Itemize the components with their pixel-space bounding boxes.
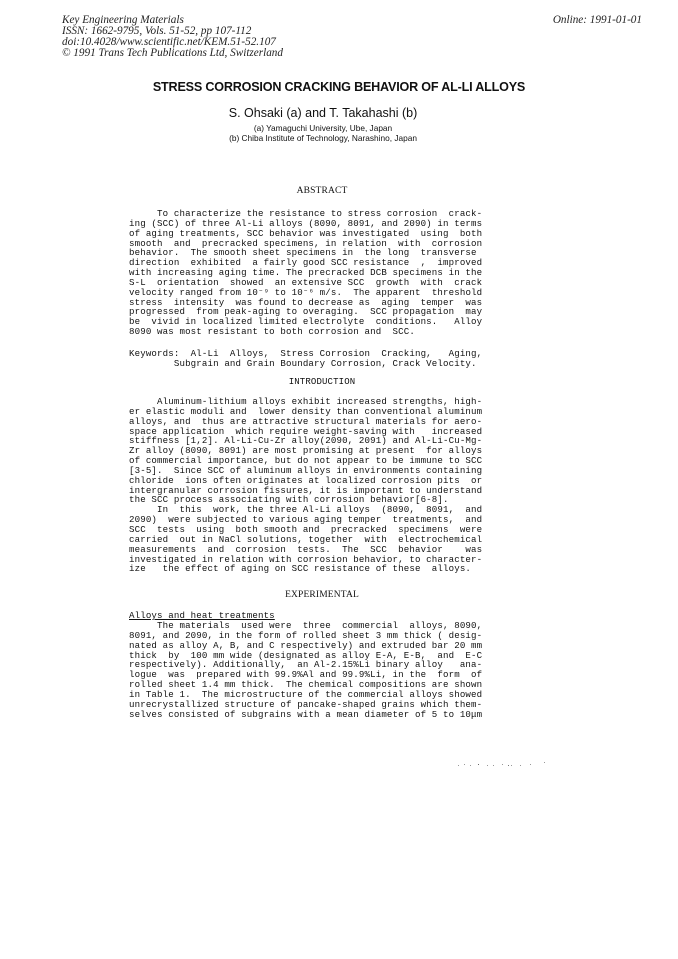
journal-name: Key Engineering Materials xyxy=(62,14,184,26)
text-line: Subgrain and Grain Boundary Corrosion, Crack Velocity. xyxy=(129,357,477,369)
text-line: 2090) were subjected to various aging temper treatments, and xyxy=(129,514,483,526)
introduction-heading: INTRODUCTION xyxy=(288,377,356,387)
text-line: respectively). Additionally, an Al-2.15%Li binary alloy ana- xyxy=(129,659,483,671)
introduction-body xyxy=(129,397,514,574)
abstract-heading: ABSTRACT xyxy=(296,186,348,196)
text-line: S-L orientation showed an extensive SCC growth with crack xyxy=(129,276,483,288)
alloys-subheading: Alloys and heat treatments xyxy=(129,610,275,621)
text-line: of aging treatments, SCC behavior was investigated using both xyxy=(129,227,483,239)
text-line: direction exhibited a fairly good SCC resistance , improved xyxy=(129,257,483,269)
text-line: ing (SCC) of three Al-Li alloys (8090, 8091, and 2090) in terms xyxy=(129,217,483,229)
text-line: 8091, and 2090, in the form of rolled sheet 3 mm thick ( desig- xyxy=(129,629,483,641)
text-line: measurements and corrosion tests. The SCC behavior was xyxy=(129,543,483,555)
text-line: nated as alloy A, B, and C respectively) and extruded bar 20 mm xyxy=(129,639,483,651)
text-line: intergranular corrosion fissures, it is important to understand xyxy=(129,484,483,496)
text-line: 8090 was most resistant to both corrosion and SCC. xyxy=(129,326,415,338)
doi-line: doi:10.4028/www.scientific.net/KEM.51-52.107 xyxy=(62,36,276,48)
text-line: smooth and precracked specimens, in relation with corrosion xyxy=(129,237,483,249)
text-line: The materials used were three commercial alloys, 8090, xyxy=(129,620,483,631)
text-line: in Table 1. The microstructure of the commercial alloys showed xyxy=(129,688,483,700)
text-line: Aluminum-lithium alloys exhibit increased strengths, high- xyxy=(129,396,483,407)
text-line: space application which require weight-saving with increased xyxy=(129,425,483,437)
experimental-heading: EXPERIMENTAL xyxy=(285,590,359,600)
abstract-body xyxy=(129,209,514,337)
scan-artifact xyxy=(458,765,548,767)
text-line: logue was prepared with 99.9%Al and 99.9%Li, in the form of xyxy=(129,669,483,681)
affiliation-a: (a) Yamaguchi University, Ube, Japan xyxy=(253,123,393,133)
paper-title: STRESS CORROSION CRACKING BEHAVIOR OF AL-LI ALLOYS xyxy=(152,80,526,94)
keywords xyxy=(129,349,514,369)
text-line: velocity ranged from 10⁻⁹ to 10⁻⁶ m/s. The apparent threshold xyxy=(129,286,483,298)
text-line: In this work, the three Al-Li alloys (8090, 8091, and xyxy=(129,504,483,516)
text-line: SCC tests using both smooth and precracked specimens were xyxy=(129,523,483,535)
text-line: selves consisted of subgrains with a mean diameter of 5 to 10μm xyxy=(129,708,483,720)
text-line: er elastic moduli and lower density than conventional aluminum xyxy=(129,405,483,417)
experimental-body xyxy=(129,621,514,719)
text-line: investigated in relation with corrosion behavior, to character- xyxy=(129,553,483,565)
paper-authors: S. Ohsaki (a) and T. Takahashi (b) xyxy=(228,106,418,120)
text-line: chloride ions often originates at localized corrosion pits or xyxy=(129,474,483,486)
text-line: alloys, and thus are attractive structural materials for aero- xyxy=(129,415,483,427)
text-line: Keywords: Al-Li Alloys, Stress Corrosion Cracking, Aging, xyxy=(129,348,483,359)
issn-line: ISSN: 1662-9795, Vols. 51-52, pp 107-112 xyxy=(62,25,252,37)
text-line: progressed from peak-aging to overaging. SCC propagation may xyxy=(129,306,483,318)
copyright-line: © 1991 Trans Tech Publications Ltd, Switzerland xyxy=(62,47,283,59)
text-line: thick by 100 mm wide (designated as alloy E-A, E-B, and E-C xyxy=(129,649,483,661)
text-line: Zr alloy (8090, 8091) are most promising at present for alloys xyxy=(129,445,483,457)
text-line: with increasing aging time. The precracked DCB specimens in the xyxy=(129,267,483,279)
text-line: behavior. The smooth sheet specimens in the long transverse xyxy=(129,247,477,259)
text-line: To characterize the resistance to stress corrosion crack- xyxy=(129,208,483,219)
text-line: of commercial importance, but do not appear to be immune to SCC xyxy=(129,455,483,467)
text-line: ize the effect of aging on SCC resistance of these alloys. xyxy=(129,563,472,575)
text-line: [3-5]. Since SCC of aluminum alloys in environments containing xyxy=(129,464,483,476)
text-line: carried out in NaCl solutions, together with electrochemical xyxy=(129,533,483,545)
text-line: the SCC process associating with corrosion behavior[6-8]. xyxy=(129,494,449,506)
affiliation-b: (b) Chiba Institute of Technology, Narashino, Japan xyxy=(229,133,417,143)
text-line: stress intensity was found to decrease as aging temper was xyxy=(129,296,483,308)
text-line: rolled sheet 1.4 mm thick. The chemical compositions are shown xyxy=(129,679,483,691)
online-date: Online: 1991-01-01 xyxy=(552,14,642,26)
publication-header xyxy=(62,15,283,59)
text-line: stiffness [1,2]. Al-Li-Cu-Zr alloy(2090, 2091) and Al-Li-Cu-Mg- xyxy=(129,435,483,447)
text-line: be vivid in localized limited electrolyte conditions. Alloy xyxy=(129,316,483,328)
text-line: unrecrystallized structure of pancake-shaped grains which them- xyxy=(129,698,483,710)
